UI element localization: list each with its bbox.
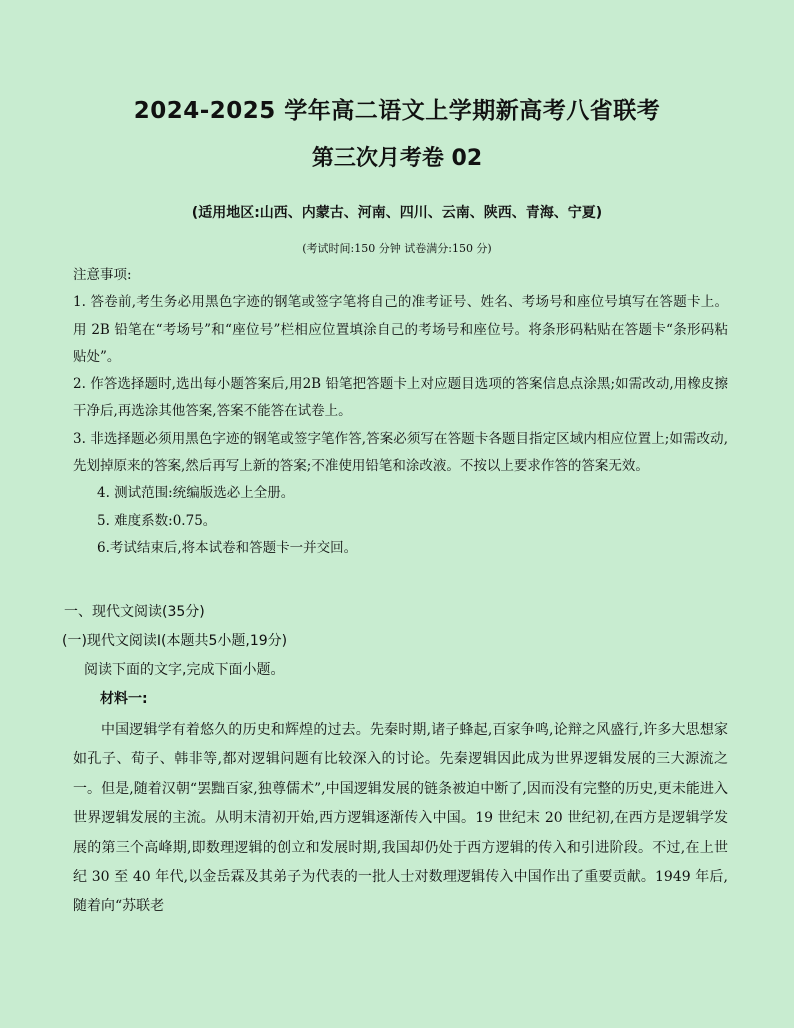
- exam-info: (考试时间:150 分钟 试卷满分:150 分): [302, 242, 492, 255]
- note-item: 1. 答卷前,考生务必用黑色字迹的钢笔或签字笔将自己的准考证号、姓名、考场号和座位号填写在答题卡上。用 2B 铅笔在“考场号”和“座位号”栏相应位置填涂自己的考场号和座位号。将条形码粘贴在答题卡“条形码粘贴处”。: [73, 294, 728, 365]
- note-item: 3. 非选择题必须用黑色字迹的钢笔或签字笔作答,答案必须写在答题卡各题目指定区域内相应位置上;如需改动,先划掉原来的答案,然后再写上新的答案;不准使用铅笔和涂改液。不按以上要求作答的答案无效。: [73, 430, 728, 475]
- note-item: 2. 作答选择题时,选出每小题答案后,用2B 铅笔把答题卡上对应题目选项的答案信息点涂黑;如需改动,用橡皮擦干净后,再选涂其他答案,答案不能答在试卷上。: [73, 376, 728, 420]
- notes-heading: 注意事项:: [73, 267, 132, 283]
- material-label: 材料一:: [100, 691, 148, 707]
- reading-instruction: 阅读下面的文字,完成下面小题。: [84, 662, 285, 678]
- note-item: 4. 测试范围:统编版选必上全册。: [97, 485, 295, 502]
- notes-block: [73, 262, 728, 562]
- section-heading: 一、现代文阅读(35分): [64, 604, 205, 620]
- subsection-heading: (一)现代文阅读Ⅰ(本题共5小题,19分): [62, 633, 288, 649]
- exam-title: 2024-2025 学年高二语文上学期新高考八省联考: [133, 98, 661, 124]
- passage-block: [73, 716, 728, 922]
- applicable-regions: (适用地区:山西、内蒙古、河南、四川、云南、陕西、青海、宁夏): [191, 205, 603, 221]
- note-item: 5. 难度系数:0.75。: [97, 512, 217, 529]
- exam-subtitle: 第三次月考卷 02: [311, 146, 483, 171]
- section-block: [62, 598, 742, 714]
- passage-paragraph: 中国逻辑学有着悠久的历史和辉煌的过去。先秦时期,诸子蜂起,百家争鸣,论辩之风盛行,许多大思想家如孔子、荀子、韩非等,都对逻辑问题有比较深入的讨论。先秦逻辑因此成为世界逻辑发展的三大源流之一。但是,随着汉朝“罢黜百家,独尊儒术”,中国逻辑发展的链条被迫中断了,因而没有完整的历史,更未能进入世界逻辑发展的主流。从明末清初开始,西方逻辑逐渐传入中国。19 世纪末 20 世纪初,在西方是逻辑学发展的第三个高峰期,即数理逻辑的创立和发展时期,我国却仍处于西方逻辑的传入和引进阶段。不过,在上世纪 30 至 40 年代,以金岳霖及其弟子为代表的一批人士对数理逻辑传入中国作出了重要贡献。1949 年后,随着向“苏联老: [73, 722, 728, 915]
- note-item: 6.考试结束后,将本试卷和答题卡一并交回。: [97, 539, 358, 556]
